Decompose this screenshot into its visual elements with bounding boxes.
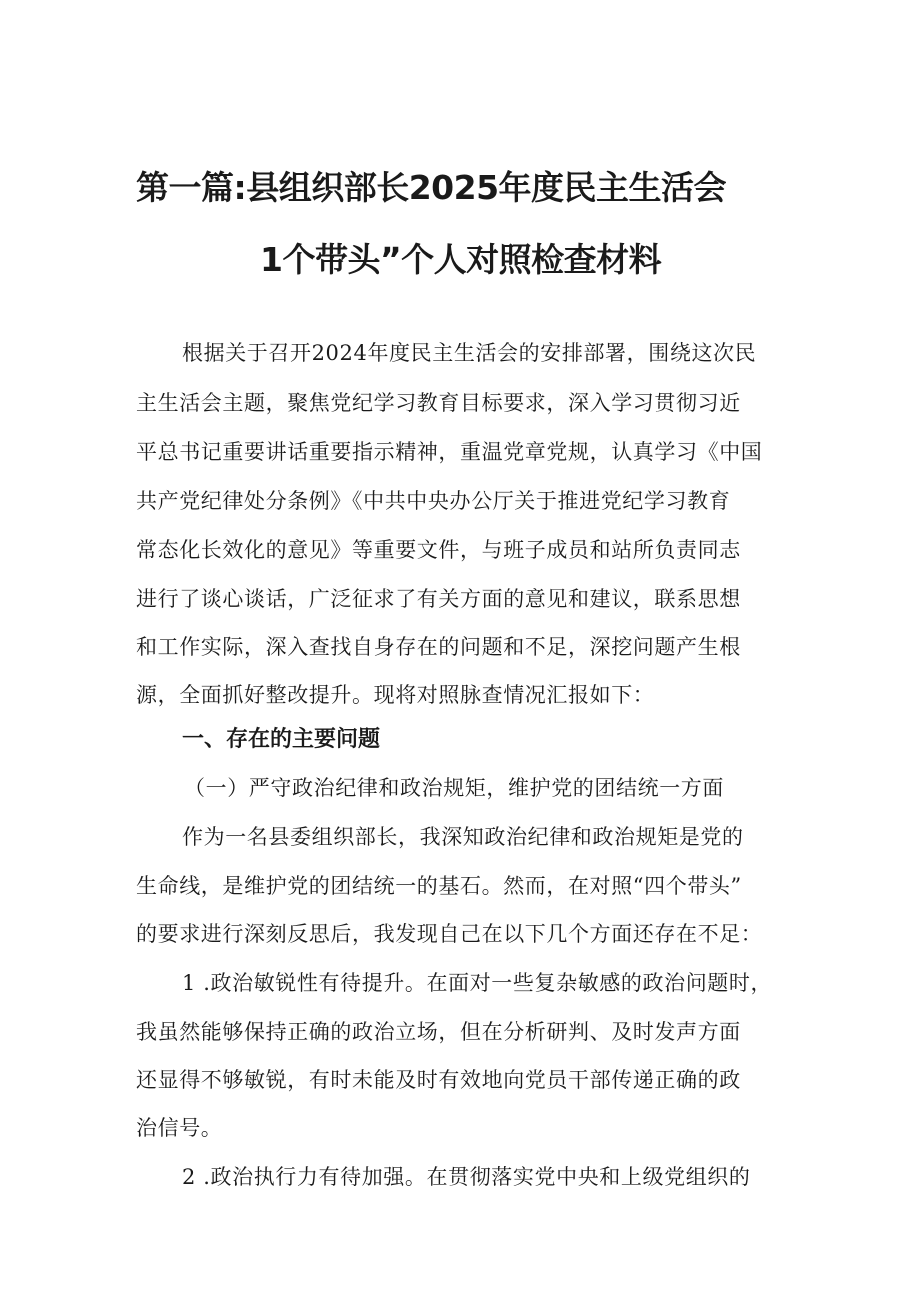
- subsection-line-2: 生命线，是维护党的团结统一的基石。然而，在对照“四个带头”: [136, 874, 742, 898]
- intro-line-3: 平总书记重要讲话重要指示精神，重温党章党规，认真学习《中国: [136, 440, 763, 464]
- subsection-line-3: 的要求进行深刻反思后，我发现自己在以下几个方面还存在不足：: [136, 922, 763, 946]
- intro-line-5: 常态化长效化的意见》等重要文件，与班子成员和站所负责同志: [136, 538, 741, 562]
- item-2-line-1: 2 .政治执行力有待加强。在贯彻落实党中央和上级党组织的: [182, 1165, 751, 1189]
- item-1-line-2: 我虽然能够保持正确的政治立场，但在分析研判、及时发声方面: [136, 1020, 741, 1044]
- subsection-heading-political-discipline: （一）严守政治纪律和政治规矩，维护党的团结统一方面: [184, 776, 724, 800]
- intro-line-7: 和工作实际，深入查找自身存在的问题和不足，深挖问题产生根: [136, 635, 741, 659]
- item-1-line-3: 还显得不够敏锐，有时未能及时有效地向党员干部传递正确的政: [136, 1068, 741, 1092]
- document-title-line-2: 1个带头”个人对照检查材料: [260, 240, 662, 279]
- document-title-line-1: 第一篇:县组织部长2025年度民主生活会: [136, 168, 727, 207]
- intro-line-6: 进行了谈心谈话，广泛征求了有关方面的意见和建议，联系思想: [136, 587, 741, 611]
- item-1-line-1: 1 .政治敏锐性有待提升。在面对一些复杂敏感的政治问题时，: [182, 971, 773, 995]
- intro-line-2: 主生活会主题，聚焦党纪学习教育目标要求，深入学习贯彻习近: [136, 391, 741, 415]
- intro-line-4: 共产党纪律处分条例》《中共中央办公厅关于推进党纪学习教育: [136, 489, 731, 513]
- item-1-line-4: 治信号。: [136, 1116, 223, 1140]
- intro-line-8: 源，全面抓好整改提升。现将对照脉查情况汇报如下：: [136, 683, 655, 707]
- section-heading-problems: 一、存在的主要问题: [182, 727, 381, 752]
- subsection-line-1: 作为一名县委组织部长，我深知政治纪律和政治规矩是党的: [182, 825, 744, 849]
- intro-line-1: 根据关于召开2024年度民主生活会的安排部署，围绕这次民: [182, 341, 757, 365]
